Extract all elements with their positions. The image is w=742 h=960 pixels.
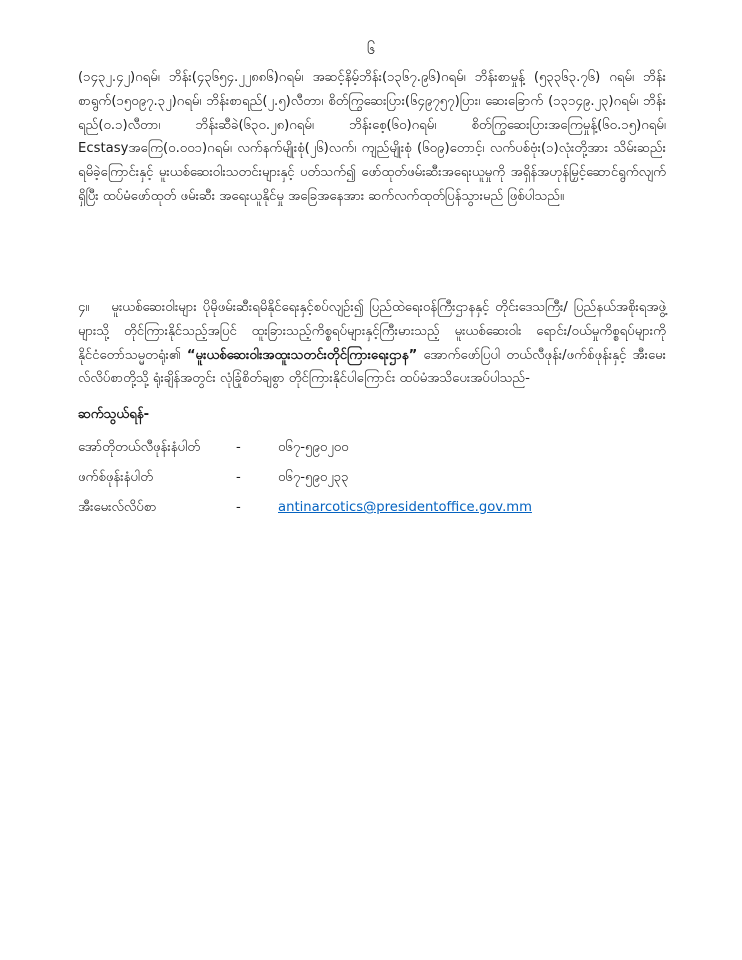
paragraph-seizure-summary: (၁၄၃၂.၄၂)ဂရမ်၊ ဘိန်း(၄၃၆၅၄.၂၂၈၈၆)ဂရမ်၊ အဆင့်နိမ့်ဘိန်း(၁၃၆၇.၉၆)ဂရမ်၊ ဘိန်းစာမှုန့် (၅၃၃၆၃.၇၆) ဂရမ်၊ ဘိန်းစာရွက်(၁၅၀၉၇.၃၂)ဂရမ်၊ ဘိန်းစာရည်(၂.၅)လီတာ၊ စိတ်ကြွဆေးပြား(၆၄၉၇၅၇)ပြား၊ ဆေးခြောက် (၁၃၁၄၉.၂၃)ဂရမ်၊ ဘိန်းရည်(၀.၁)လီတာ၊ ဘိန်းဆီခဲ(၆၃၀.၂၈)ဂရမ်၊ ဘိန်းစေ့(၆၀)ဂရမ်၊ စိတ်ကြွဆေးပြားအကြေမှုန့်(၆၀.၁၅)ဂရမ်၊ Ecstasyအကြေ(၀.၀၀၁)ဂရမ်၊ လက်နက်မျိုးစုံ(၂၆)လက်၊ ကျည်မျိုးစုံ (၆၀၉)တောင့်၊ လက်ပစ်ဗုံး(၁)လုံးတို့အား သိမ်းဆည်းရမိခဲ့ကြောင်းနှင့် မူးယစ်ဆေးဝါးသတင်းများနှင့် ပတ်သက်၍ ဖော်ထုတ်ဖမ်းဆီးအရေးယူမှုကို အရှိန်အဟုန်မြှင့်ဆောင်ရွက်လျက်ရှိပြီး ထပ်မံဖော်ထုတ် ဖမ်းဆီး အရေးယူနိုင်မှု အခြေအနေအား ဆက်လက်ထုတ်ပြန်သွားမည် ဖြစ်ပါသည်။ <box>78 70 666 204</box>
contact-label: အော်တိုတယ်လီဖုန်းနံပါတ် <box>78 440 201 455</box>
contact-separator: - <box>236 500 241 515</box>
paragraph-text-after: အောက်ဖော်ပြပါ တယ်လီဖုန်း/ဖက်စ်ဖုန်းနှင့် အီးမေးလ်လိပ်စာတို့သို့ ရုံးချိန်အတွင်း လုံခြုံစိတ်ချစွာ တိုင်ကြားနိုင်ပါကြောင်း ထပ်မံအသိပေးအပ်ပါသည်- <box>78 347 666 387</box>
paragraph-number: ၄။ <box>78 300 90 315</box>
phone-number: ၀၆၇-၅၉၀၂၀၀ <box>278 440 349 455</box>
contact-separator: - <box>236 440 241 455</box>
contact-label: အီးမေးလ်လိပ်စာ <box>78 500 157 515</box>
paragraph-text-before: မူးယစ်ဆေးဝါးများ ပိုမိုဖမ်းဆီးရမိနိုင်ရေးနှင့်စပ်လျဉ်း၍ ပြည်ထဲရေးဝန်ကြီးဌာနနှင့် တိုင်းဒေသကြီး/ ပြည်နယ်အစိုးရအဖွဲ့များသို့ တိုင်ကြားနိုင်သည့်အပြင် ထူးခြားသည့်ကိစ္စရပ်များနှင့်ကြီးမားသည့် မူးယစ်ဆေးဝါး ရောင်း/ဝယ်မှုကိစ္စရပ်များကို နိုင်ငံတော်သမ္မတရုံး၏ <box>78 300 666 363</box>
contact-separator: - <box>236 470 241 485</box>
contact-row-phone <box>78 436 678 460</box>
contact-row-fax <box>78 466 678 490</box>
contact-heading: ဆက်သွယ်ရန်- <box>78 407 150 422</box>
fax-number: ၀၆၇-၅၉၀၂၃၃ <box>278 470 349 485</box>
paragraph-reporting-info <box>78 296 666 391</box>
contact-row-email <box>78 496 678 520</box>
contact-label: ဖက်စ်ဖုန်းနံပါတ် <box>78 470 154 485</box>
email-link[interactable]: antinarcotics@presidentoffice.gov.mm <box>278 500 532 515</box>
page-number: ၆ <box>366 40 376 58</box>
special-reporting-department: “မူးယစ်ဆေးဝါးအထူးသတင်းတိုင်ကြားရေးဌာန” <box>186 347 418 363</box>
